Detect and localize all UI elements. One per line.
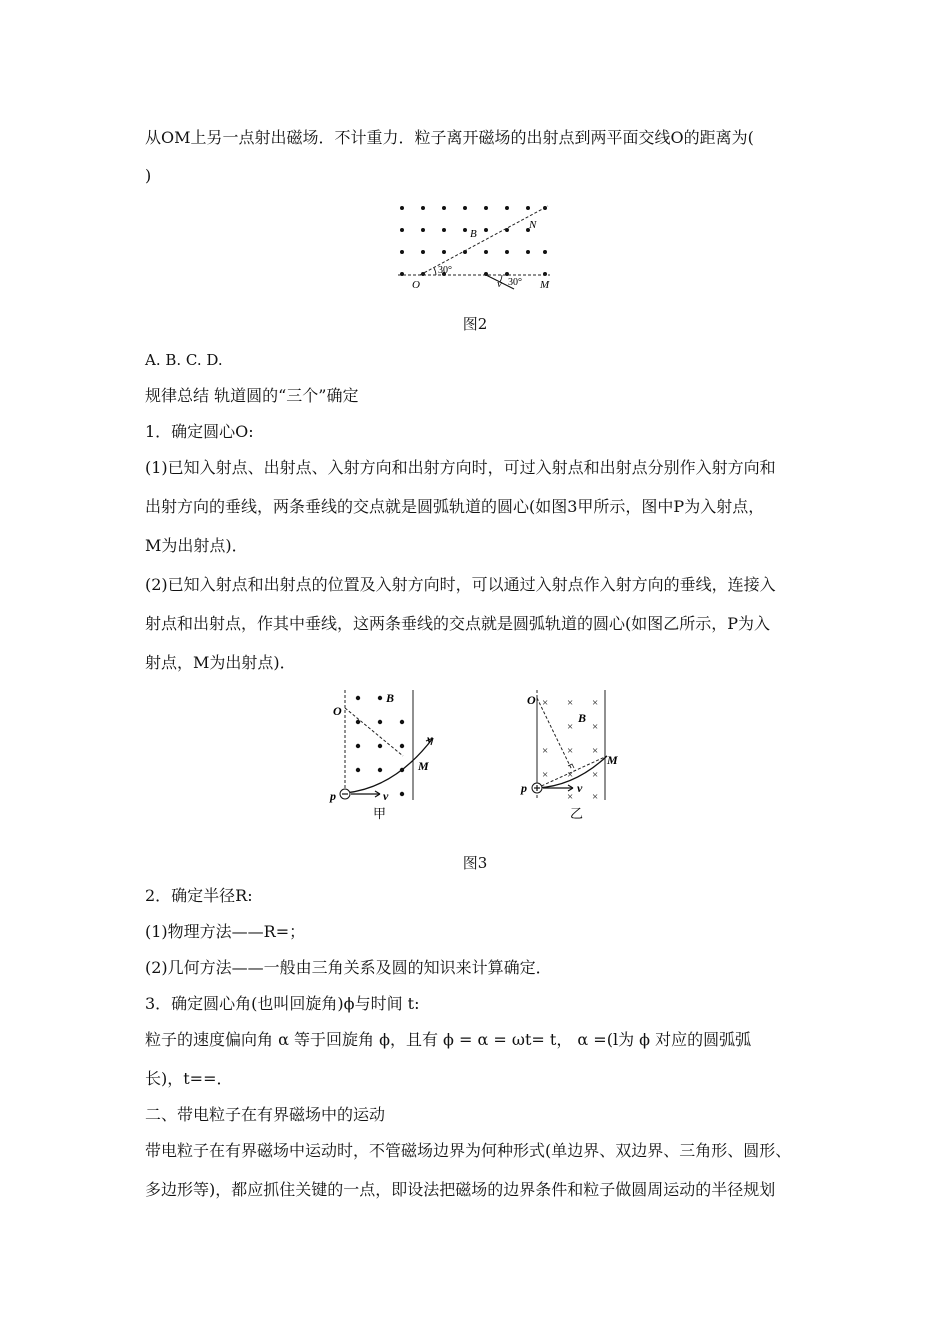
label-p: p bbox=[330, 789, 336, 803]
svg-text:×: × bbox=[567, 791, 574, 803]
text-line: 粒子的速度偏向角 α 等于回旋角 ϕ，且有 ϕ = α = ωt= t， α =(l为 ϕ 对应的圆弧弧 bbox=[145, 1030, 752, 1049]
caption-yi: 乙 bbox=[570, 806, 584, 820]
svg-text:×: × bbox=[542, 745, 549, 757]
figure-3-right bbox=[515, 688, 645, 820]
text-line: (2)已知入射点和出射点的位置及入射方向时，可以通过入射点作入射方向的垂线，连接入 bbox=[145, 575, 776, 594]
label-B: B bbox=[386, 691, 395, 705]
figure-3-left bbox=[325, 688, 455, 820]
section-3-title: 3．确定圆心角(也叫回旋角)ϕ与时间 t: bbox=[145, 994, 420, 1013]
svg-text:×: × bbox=[592, 769, 599, 781]
section-1-title: 1．确定圆心O: bbox=[145, 422, 254, 441]
figure-3-caption: 图3 bbox=[462, 854, 488, 872]
figure-2 bbox=[390, 198, 560, 298]
label-v: v bbox=[577, 781, 583, 795]
label-M: M bbox=[607, 753, 618, 767]
svg-text:×: × bbox=[592, 745, 599, 757]
label-O: O bbox=[333, 704, 342, 718]
svg-text:×: × bbox=[542, 769, 549, 781]
label-v: v bbox=[427, 732, 433, 746]
text-line: M为出射点)． bbox=[145, 536, 248, 555]
figure-2-caption: 图2 bbox=[462, 315, 488, 333]
label-O: O bbox=[527, 693, 536, 707]
answer-options: A. B. C. D. bbox=[145, 351, 223, 369]
text-line: ) bbox=[145, 166, 152, 185]
text-line: 带电粒子在有界磁场中运动时，不管磁场边界为何种形式(单边界、双边界、三角形、圆形、 bbox=[145, 1141, 792, 1160]
section-2-title: 2．确定半径R: bbox=[145, 886, 253, 905]
text-line: 多边形等)，都应抓住关键的一点，即设法把磁场的边界条件和粒子做圆周运动的半径规划 bbox=[145, 1180, 776, 1199]
label-M: M bbox=[540, 279, 550, 291]
text-line: 射点和出射点，作其中垂线，这两条垂线的交点就是圆弧轨道的圆心(如图乙所示，P为入 bbox=[145, 614, 771, 633]
svg-text:×: × bbox=[592, 721, 599, 733]
text-line: 长)，t==． bbox=[145, 1069, 233, 1088]
label-v: v bbox=[497, 278, 502, 290]
section-heading: 二、带电粒子在有界磁场中的运动 bbox=[145, 1105, 386, 1124]
label-M: M bbox=[418, 759, 429, 773]
text-line: (2)几何方法——一般由三角关系及圆的知识来计算确定． bbox=[145, 958, 552, 977]
field-crosses bbox=[542, 697, 598, 803]
text-line: (1)已知入射点、出射点、入射方向和出射方向时，可过入射点和出射点分别作入射方向和 bbox=[145, 458, 776, 477]
field-dots bbox=[400, 206, 547, 276]
text-line: 出射方向的垂线，两条垂线的交点就是圆弧轨道的圆心(如图3甲所示，图中P为入射点， bbox=[145, 497, 765, 516]
label-B: B bbox=[470, 228, 477, 240]
label-N: N bbox=[529, 219, 537, 231]
svg-text:×: × bbox=[567, 721, 574, 733]
svg-text:×: × bbox=[592, 697, 599, 709]
label-B: B bbox=[578, 711, 587, 725]
label-angle-2: 30° bbox=[508, 277, 522, 288]
label-O: O bbox=[412, 279, 420, 291]
caption-jia: 甲 bbox=[373, 806, 387, 820]
text-line: 从OM上另一点射出磁场．不计重力．粒子离开磁场的出射点到两平面交线O的距离为( bbox=[145, 128, 754, 147]
svg-text:×: × bbox=[542, 697, 549, 709]
text-line: (1)物理方法——R=； bbox=[145, 922, 306, 941]
summary-heading: 规律总结 轨道圆的“三个”确定 bbox=[145, 386, 359, 405]
svg-text:×: × bbox=[592, 791, 599, 803]
text-line: 射点，M为出射点)． bbox=[145, 653, 296, 672]
svg-text:×: × bbox=[567, 745, 574, 757]
svg-text:×: × bbox=[567, 769, 574, 781]
label-v: v bbox=[383, 789, 389, 803]
label-p: p bbox=[521, 781, 527, 795]
field-dots bbox=[356, 696, 404, 796]
svg-text:×: × bbox=[567, 697, 574, 709]
label-angle-1: 30° bbox=[438, 265, 452, 276]
